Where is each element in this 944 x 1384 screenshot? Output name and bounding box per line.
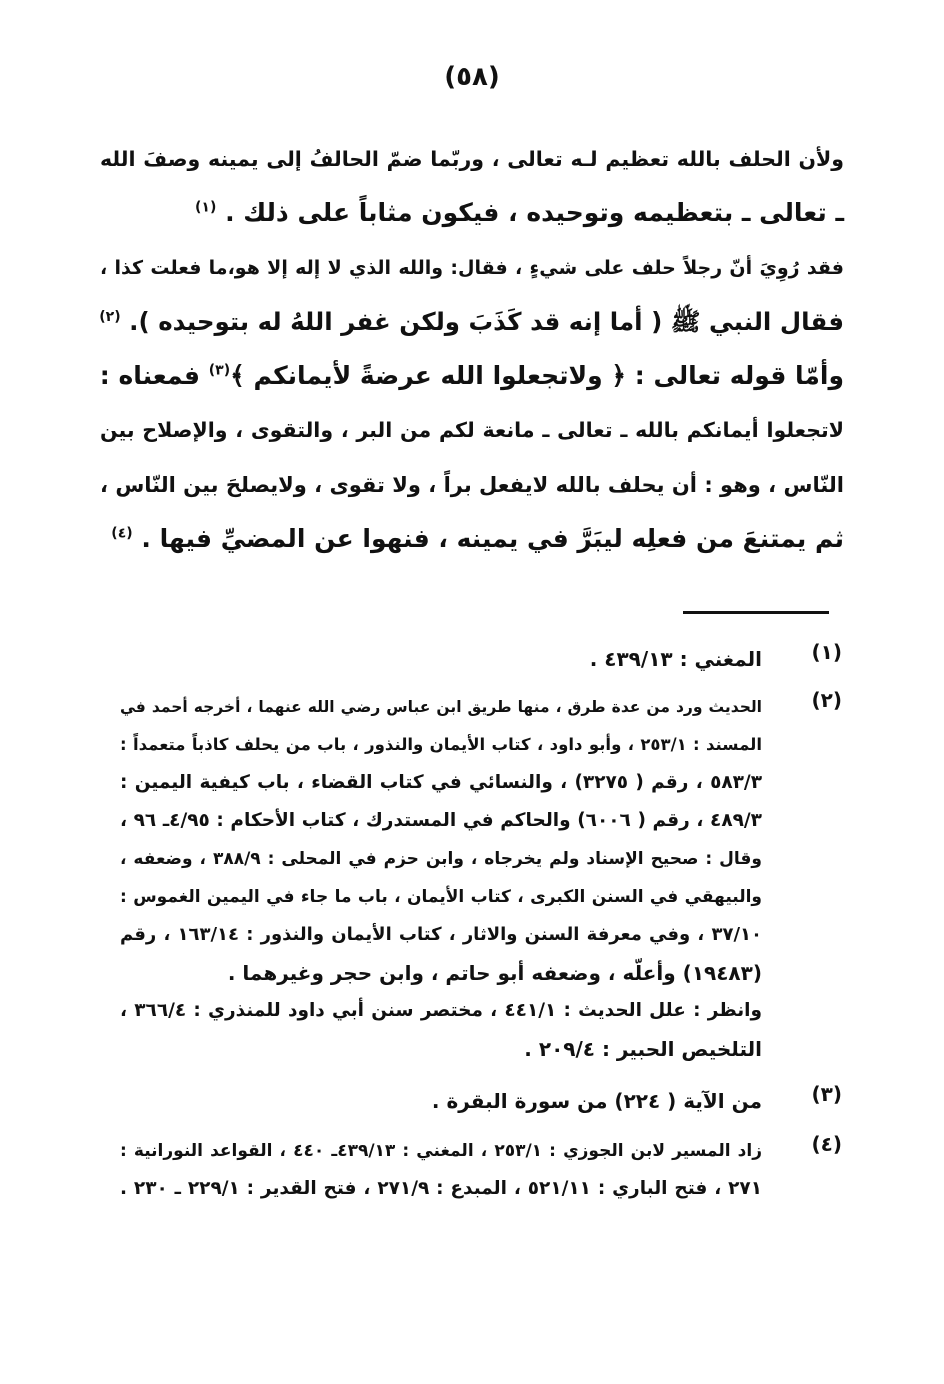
- footnote-3: [120, 1082, 842, 1120]
- footnote-line: المسند : ٢٥٣/١ ، وأبو داود ، كتاب الأيمان والنذور ، باب من يحلف كاذباً متعمداً :: [120, 735, 762, 754]
- footnote-line: الحديث ورد من عدة طرق ، منها طريق ابن عباس رضي الله عنهما ، أخرجه أحمد في: [120, 698, 762, 716]
- footnote-number: (١): [811, 640, 842, 664]
- footnote-number: (٤): [811, 1132, 842, 1156]
- body-line-1: ولأن الحلف بالله تعظيم لـه تعالى ، وربّما ضمّ الحالفُ إلى يمينه وصفَ الله: [100, 147, 844, 171]
- footnote-line: ٢٧١ ، فتح الباري : ٥٢١/١١ ، المبدع : ٢٧١/٩ ، فتح القدير : ٢٢٩/١ ـ ٢٣٠ .: [120, 1178, 763, 1199]
- footnote-line: المغني : ٤٣٩/١٣ .: [589, 647, 762, 671]
- footnote-ref-4[interactable]: (٤): [111, 525, 133, 542]
- body-line-5: وأمّا قوله تعالى : ﴿ ولاتجعلوا الله عرضةً لأيمانكم ﴾$^{(٣)}$ فمعناه :: [99, 361, 844, 391]
- footnote-ref-1[interactable]: (١): [194, 199, 217, 216]
- footnote-number: (٣): [811, 1082, 842, 1106]
- body-line-2: ـ تعالى ـ بتعظيمه وتوحيده ، فيكون مثاباً على ذلك . $^{(١)}$: [194, 198, 844, 228]
- body-line-8: ثم يمتنعَ من فعلِه ليبَرَّ في يمينه ، فنهوا عن المضيِّ فيها . $^{(٤)}$: [111, 524, 844, 554]
- body-line-6: لاتجعلوا أيمانكم بالله ـ تعالى ـ مانعة لكم من البر ، والتقوى ، والإصلاح بين: [100, 418, 844, 443]
- footnote-line: وانظر : علل الحديث : ٤٤١/١ ، مختصر سنن أبي داود للمنذري : ٣٦٦/٤ ،: [120, 1000, 763, 1021]
- body-line-3: فقد رُوِيَ أنّ رجلاً حلف على شيءٍ ، فقال: والله الذي لا إله إلا هو،ما فعلت كذا ،: [100, 256, 844, 279]
- footnote-line: ٣٧/١٠ ، وفي معرفة السنن والاثار ، كتاب الأيمان والنذور : ١٦٣/١٤ ، رقم: [120, 924, 762, 945]
- footnote-4: [120, 1132, 842, 1208]
- quran-verse: ولاتجعلوا الله عرضةً لأيمانكم: [253, 361, 603, 391]
- footnote-line: ٥٨٣/٣ ، رقم ( ٣٢٧٥) ، والنسائي في كتاب القضاء ، باب كيفية اليمين :: [120, 772, 762, 793]
- body-line-7: النّاس ، وهو : أن يحلف بالله لايفعل براً ، ولا تقوى ، ولايصلحَ بين النّاس ،: [100, 472, 844, 497]
- body-line-4: فقال النبي ﷺ ( أما إنه قد كَذَبَ ولكن غفر اللهُ له بتوحيده ). $^{(٢)}$: [99, 306, 844, 336]
- main-text: [100, 132, 844, 566]
- footnotes: [120, 640, 842, 1208]
- footnote-line: التلخيص الحبير : ٢٠٩/٤ .: [524, 1037, 762, 1061]
- footnote-line: من الآية ( ٢٢٤) من سورة البقرة .: [431, 1089, 762, 1113]
- page-number: (٥٨): [444, 62, 500, 92]
- hadith-quote: أما إنه قد كَذَبَ ولكن غفر اللهُ له بتوحيده: [158, 306, 643, 336]
- footnote-2: [120, 688, 842, 1068]
- footnote-1: [120, 640, 842, 678]
- footnote-line: (١٩٤٨٣) وأعلّه ، وضعفه أبو حاتم ، وابن حجر وغيرهما .: [227, 961, 762, 985]
- footnote-line: والبيهقي في السنن الكبرى ، كتاب الأيمان ، باب ما جاء في اليمين الغموس :: [120, 887, 762, 907]
- footnote-line: ٤٨٩/٣ ، رقم ( ٦٠٠٦) والحاكم في المستدرك ، كتاب الأحكام : ٤/٩٥ـ ٩٦ ،: [120, 810, 762, 831]
- footnote-line: وقال : صحيح الإسناد ولم يخرجاه ، وابن حزم في المحلى : ٣٨٨/٩ ، وضعفه ،: [120, 849, 763, 869]
- footnote-line: زاد المسير لابن الجوزي : ٢٥٣/١ ، المغني : ٤٣٩/١٣ـ ٤٤٠ ، القواعد النورانية :: [120, 1141, 762, 1161]
- footnote-separator: [683, 611, 829, 614]
- footnote-number: (٢): [811, 688, 842, 712]
- footnote-ref-2[interactable]: (٢): [99, 308, 121, 325]
- footnote-ref-3[interactable]: (٣): [208, 362, 231, 379]
